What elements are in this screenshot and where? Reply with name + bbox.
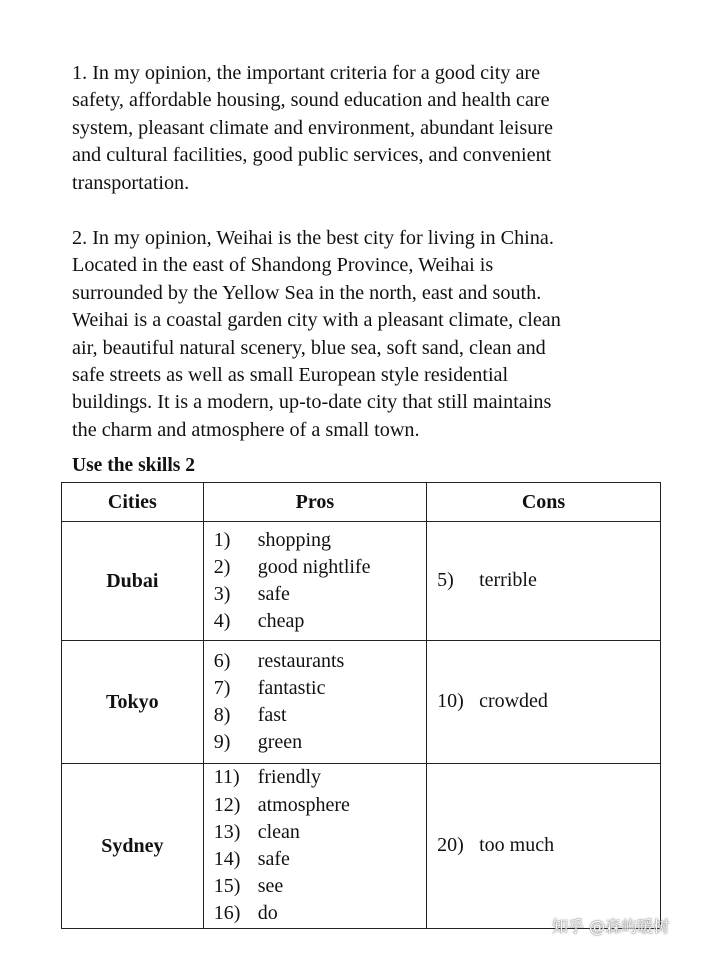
paragraph-line: Located in the east of Shandong Province, Weihai is: [72, 254, 494, 277]
item-number: 1): [213, 528, 231, 551]
pros-cell: [203, 522, 426, 641]
paragraph-line: system, pleasant climate and environment, abundant leisure: [72, 116, 553, 139]
item-text: friendly: [257, 766, 322, 789]
paragraph-line: surrounded by the Yellow Sea in the north, east and south.: [72, 281, 542, 304]
pros-cell: [203, 764, 426, 929]
item-text: shopping: [257, 528, 332, 551]
item-text: clean: [257, 820, 300, 843]
pros-cell: [203, 641, 426, 764]
item-number: 14): [213, 848, 241, 870]
item-number: 16): [213, 902, 241, 925]
item-text: fast: [257, 704, 287, 726]
table-row: [62, 764, 661, 929]
pro-item: [214, 873, 426, 900]
paragraph-line: and cultural facilities, good public services, and convenient: [72, 144, 552, 167]
pro-item: [214, 729, 426, 756]
item-number: 7): [213, 676, 231, 699]
header-cities: Cities: [62, 483, 204, 522]
item-number: 4): [213, 610, 231, 633]
table-row: [62, 522, 661, 641]
pro-item: [214, 702, 426, 729]
paragraph-line: air, beautiful natural scenery, blue sea, soft sand, clean and: [72, 336, 546, 359]
section-heading: Use the skills 2: [72, 455, 195, 476]
table-row: [62, 641, 661, 764]
watermark: 知乎 @森屿暖树: [552, 917, 670, 936]
cons-cell: [427, 522, 661, 641]
pro-item: [214, 819, 426, 846]
item-text: too much: [479, 834, 555, 857]
paragraph-line: safe streets as well as small European style residential: [72, 364, 509, 387]
pro-item: [214, 581, 426, 608]
paragraph-line: transportation.: [72, 171, 190, 194]
city-name: Dubai: [62, 522, 204, 641]
item-text: restaurants: [257, 649, 345, 672]
item-text: see: [257, 875, 284, 898]
pro-item: [214, 846, 426, 873]
cities-table: [61, 482, 661, 929]
item-number: 8): [213, 704, 231, 726]
table-header-row: [62, 483, 661, 522]
pro-item: [214, 554, 426, 581]
cons-cell: [427, 764, 661, 929]
item-number: 15): [213, 875, 241, 898]
item-number: 11): [213, 766, 240, 789]
pro-item: [214, 608, 426, 635]
item-number: 2): [213, 555, 231, 578]
item-text: atmosphere: [257, 793, 350, 816]
item-text: safe: [257, 848, 290, 870]
item-number: 13): [213, 820, 241, 843]
con-item: [437, 832, 660, 859]
header-pros: Pros: [203, 483, 426, 522]
pro-item: [214, 527, 426, 554]
paragraph-line: 1. In my opinion, the important criteria for a good city are: [72, 62, 541, 84]
item-text: green: [257, 731, 303, 754]
paragraph-1: [72, 60, 553, 197]
item-text: do: [257, 902, 278, 925]
item-text: crowded: [479, 690, 548, 713]
item-number: 3): [213, 583, 231, 605]
pro-item: [214, 792, 426, 819]
item-text: cheap: [257, 610, 305, 633]
paragraph-line: safety, affordable housing, sound education and health care: [72, 89, 550, 112]
paragraph-line: Weihai is a coastal garden city with a pleasant climate, clean: [72, 309, 561, 332]
paragraph-2: [72, 225, 561, 444]
item-text: fantastic: [257, 676, 326, 699]
paragraph-line: buildings. It is a modern, up-to-date city that still maintains: [72, 391, 552, 414]
item-number: 9): [213, 731, 231, 754]
paragraph-line: the charm and atmosphere of a small town.: [72, 418, 420, 441]
con-item: [437, 688, 660, 715]
city-name: Tokyo: [62, 641, 204, 764]
item-number: 5): [437, 569, 454, 592]
city-name: Sydney: [62, 764, 204, 929]
pro-item: [214, 648, 426, 675]
cons-cell: [427, 641, 661, 764]
item-text: good nightlife: [257, 555, 371, 578]
item-number: 10): [437, 690, 464, 713]
header-cons: Cons: [427, 483, 661, 522]
item-number: 12): [213, 793, 241, 816]
con-item: [437, 567, 660, 594]
pro-item: [214, 764, 426, 791]
item-text: terrible: [479, 569, 537, 592]
item-number: 6): [213, 649, 231, 672]
paragraph-line: 2. In my opinion, Weihai is the best city for living in China.: [72, 227, 554, 249]
item-text: safe: [257, 583, 290, 605]
pro-item: [214, 675, 426, 702]
item-number: 20): [437, 834, 464, 857]
pro-item: [214, 900, 426, 927]
